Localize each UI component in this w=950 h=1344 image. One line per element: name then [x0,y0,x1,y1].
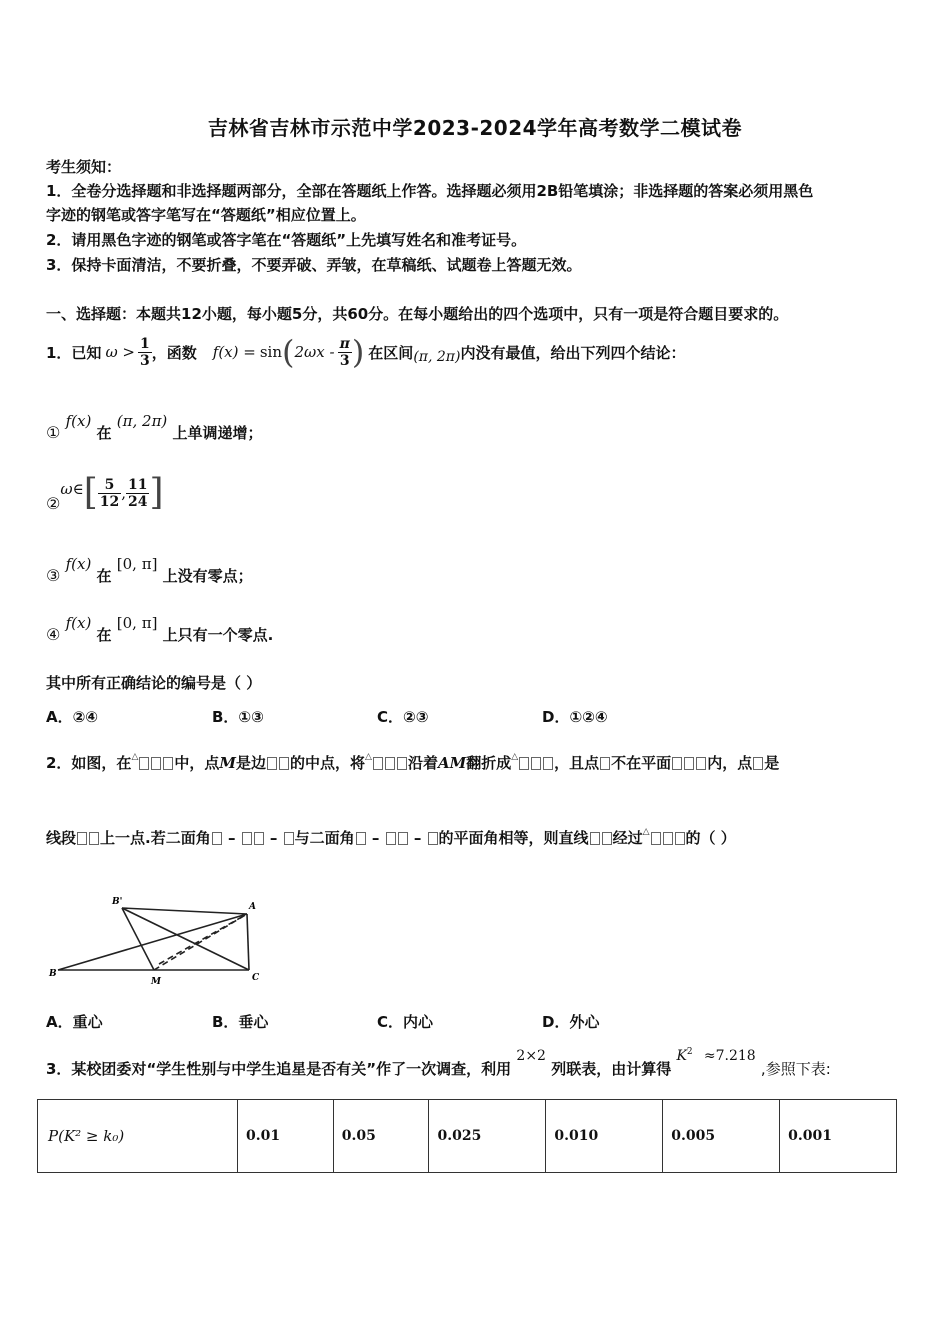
c3-tail: 上没有零点； [162,567,253,585]
missing-glyph [602,832,612,845]
c2-d2: 24 [128,493,148,510]
k-critical-table [37,1099,897,1173]
q1-option-b[interactable]: B．①③ [212,708,264,726]
q2-stem-line-2: 线段 上一点.若二面角 – – 与二面角 – – 的平面角相等，则直线 经过△ 的（ ） [46,827,736,847]
q1-frac-den: 3 [140,352,150,369]
missing-glyph [385,757,395,770]
c2-d1: 12 [99,493,120,510]
c3-fx: f(x) [65,555,92,573]
q3-p2: 列联表，由计算得 [551,1060,672,1078]
section-heading: 一、选择题：本题共12小题，每小题5分，共60分。在每小题给出的四个选项中，只有一项是符合题目要求的。 [46,305,789,323]
q1-lparen: ( [282,333,295,371]
missing-glyph [77,832,87,845]
q2-p8: 不在平面 [611,754,672,772]
q3-p1: 3．某校团委对“学生性别与中学生追星是否有关”作了一次调查，利用 [46,1060,512,1078]
edge-b1-m [122,908,154,970]
missing-glyph [663,832,673,845]
c4-mark: ④ [46,625,61,644]
c4-fx: f(x) [65,614,92,632]
table-row [38,1100,897,1173]
q1-question: 其中所有正确结论的编号是（ ） [46,674,262,692]
q2-p10: 是 [764,754,780,772]
geometry-figure [44,892,274,992]
q1-interval: (π, 2π) [413,349,461,365]
q1-arg: 2ωx - [294,343,335,361]
c2-lbracket: [ [83,472,98,513]
c2-omega: ω∈ [60,480,84,498]
q2-p1: 2．如图，在 [46,754,132,772]
q1-option-d[interactable]: D．①②④ [542,708,608,726]
q1-sin: sin [259,343,282,361]
notice-line-1b: 字迹的钢笔或答字笔写在“答题纸”相应位置上。 [46,206,366,224]
q2-l2f: 的（ ） [685,829,736,847]
missing-glyph [386,832,396,845]
q1-mid: ，函数 [151,343,197,362]
q1-pi-over-3 [338,336,352,369]
q1-number: 1．已知 [46,343,102,362]
q3-p3: ,参照下表: [760,1060,831,1078]
c4-in: 在 [96,626,112,644]
q2-l2a: 线段 [46,829,77,847]
q2-p3: 是边 [236,754,267,772]
missing-glyph [651,832,661,845]
missing-glyph [356,832,366,845]
missing-glyph [519,757,529,770]
missing-glyph [254,832,264,845]
label-b: B [49,969,57,979]
c2-comma: , [121,484,126,502]
missing-glyph [696,757,706,770]
page-title: 吉林省吉林市示范中学2023-2024学年高考数学二模试卷 [207,116,743,140]
notice-line-2: 2．请用黑色字迹的钢笔或答字笔在“答题纸”上先填写姓名和准考证号。 [46,231,527,249]
q2-p5: 沿着 [407,754,438,772]
q2-option-c[interactable]: C．内心 [377,1013,434,1031]
c3-in: 在 [96,567,112,585]
triangle-symbol: △ [365,752,372,762]
missing-glyph [531,757,541,770]
q2-p2: 中，点 [174,754,220,772]
c2-mark: ② [46,493,61,513]
q2-am: AM [437,754,467,772]
label-c: C [252,973,260,983]
q1-fraction [138,336,152,369]
q1-conclusion-1 [46,410,263,440]
c1-in: 在 [96,424,112,442]
missing-glyph [279,757,289,770]
missing-glyph [89,832,99,845]
q1-stem [46,330,685,374]
c2-rbracket: ] [149,472,164,513]
missing-glyph [284,832,294,845]
q2-m: M [219,754,236,772]
q1-omega-condition: ω > [105,343,136,361]
q2-l2d: 的平面角相等，则直线 [438,829,589,847]
q3-grid: 2×2 [516,1048,546,1064]
missing-glyph [212,832,222,845]
table-cell: 0.001 [780,1100,897,1173]
table-cell: 0.025 [429,1100,546,1173]
missing-glyph [428,832,438,845]
q2-p4: 的中点，将 [290,754,366,772]
missing-glyph [398,832,408,845]
missing-glyph [397,757,407,770]
q1-conclusion-3 [46,553,253,583]
q1-frac-num: 1 [140,335,150,352]
q1-tail: 内没有最值，给出下列四个结论： [460,343,686,362]
q1-option-a[interactable]: A．②④ [46,708,99,726]
c4-tail: 上只有一个零点. [162,626,274,644]
table-cell: 0.05 [333,1100,429,1173]
c2-frac-2 [126,477,149,510]
label-b-prime: B' [112,897,123,907]
missing-glyph [373,757,383,770]
q2-p6: 翻折成 [466,754,512,772]
q2-p7: ，且点 [554,754,600,772]
c4-interval: [0, π] [116,614,158,632]
table-cell: 0.005 [663,1100,780,1173]
q2-option-d[interactable]: D．外心 [542,1013,600,1031]
c1-interval: (π, 2π) [116,412,168,430]
edge-b1-a [122,908,247,914]
missing-glyph [139,757,149,770]
q2-l2c: 与二面角 [294,829,355,847]
q1-after: 在区间 [368,343,414,362]
missing-glyph [600,757,610,770]
missing-glyph [753,757,763,770]
edge-a-c [247,914,249,970]
triangle-symbol: △ [511,752,519,762]
c3-mark: ③ [46,566,61,585]
triangle-symbol: △ [642,827,650,837]
label-a: A [249,902,256,912]
c1-fx: f(x) [65,412,92,430]
q1-pi: π [339,335,350,352]
q2-l2b: 上一点.若二面角 [100,829,211,847]
q1-three: 3 [339,352,350,369]
q2-option-a[interactable]: A．重心 [46,1013,103,1031]
q1-rparen: ) [351,333,365,371]
missing-glyph [163,757,173,770]
q1-conclusion-4 [46,612,273,642]
q3-k: K [676,1048,687,1064]
c1-tail: 上单调递增； [172,424,263,442]
missing-glyph [151,757,161,770]
c1-mark: ① [46,423,61,442]
c2-n1: 5 [98,477,121,494]
triangle-symbol: △ [131,752,139,762]
q2-option-b[interactable]: B．垂心 [212,1013,269,1031]
q1-conclusion-2 [46,468,164,518]
missing-glyph [267,757,277,770]
q2-l2e: 经过 [612,829,643,847]
q3-stem [46,1044,831,1080]
missing-glyph [590,832,600,845]
missing-glyph [242,832,252,845]
c2-n2: 11 [128,476,148,493]
label-m: M [151,977,161,987]
c3-interval: [0, π] [116,555,158,573]
notice-heading: 考生须知： [46,158,122,176]
edge-b1-c [122,908,249,970]
missing-glyph [672,757,682,770]
missing-glyph [675,832,685,845]
notice-line-3: 3．保持卡面清洁，不要折叠，不要弄破、弄皱，在草稿纸、试题卷上答题无效。 [46,256,582,274]
c2-frac-1 [98,477,121,510]
q3-approx: ≈7.218 [703,1048,756,1064]
q2-stem-line-1 [46,752,779,773]
notice-line-1a: 1．全卷分选择题和非选择题两部分，全部在答题纸上作答。选择题必须用2B铅笔填涂；非选择题的答案必须用黑色 [46,182,814,200]
missing-glyph [543,757,553,770]
table-cell: 0.010 [546,1100,663,1173]
missing-glyph [684,757,694,770]
table-header-cell: P(K² ≥ k₀) [38,1100,238,1173]
q1-fx: f(x) = [212,343,256,361]
q2-p9: 内，点 [707,754,753,772]
q1-option-c[interactable]: C．②③ [377,708,429,726]
q3-k-square: 2 [686,1047,693,1057]
table-cell: 0.01 [238,1100,334,1173]
